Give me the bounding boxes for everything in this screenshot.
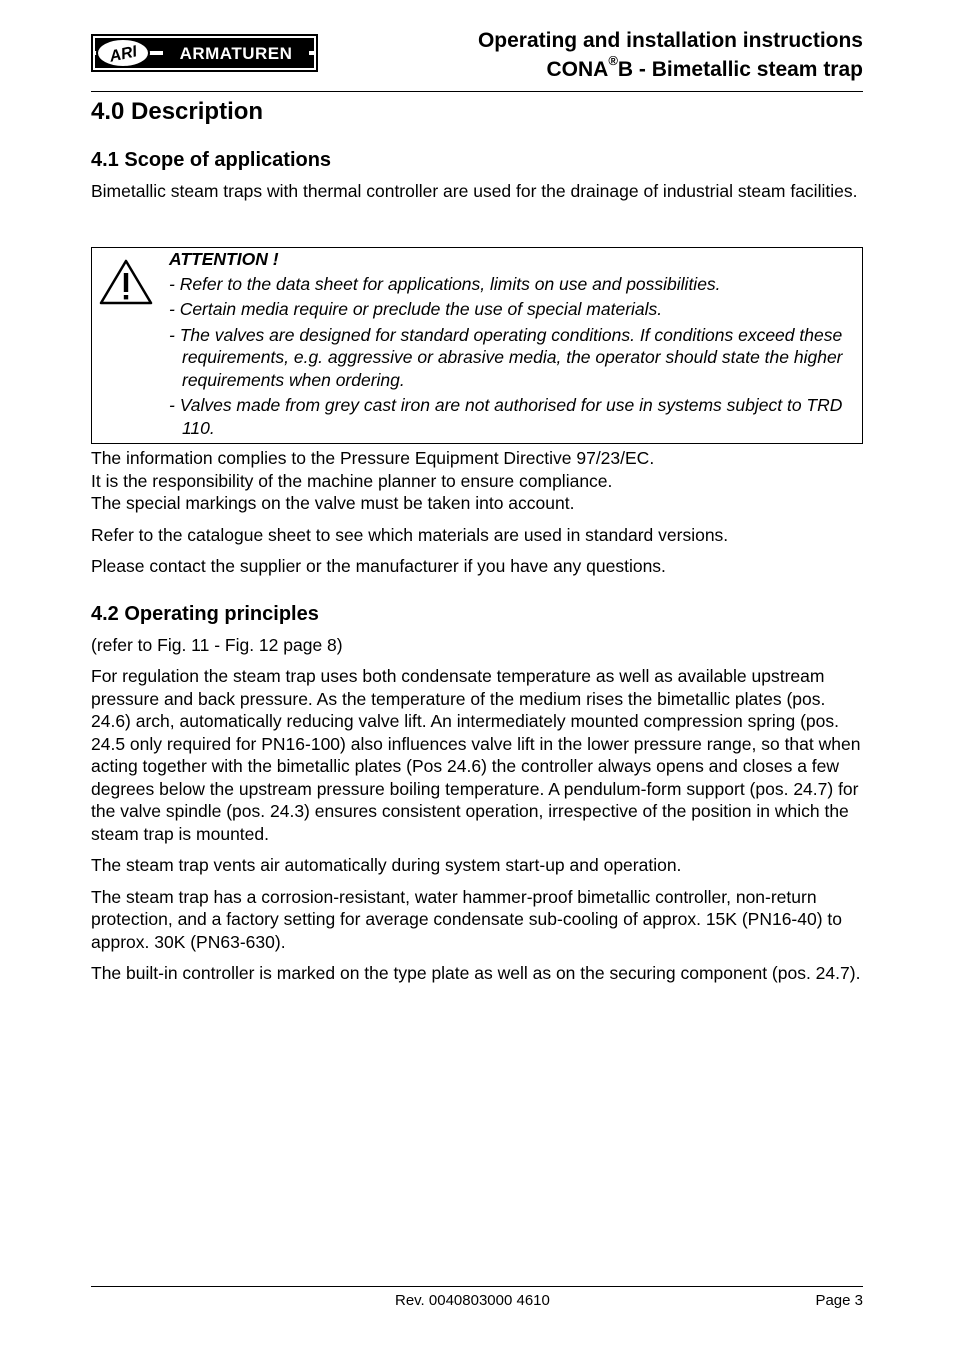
operating-paragraph: The steam trap vents air automatically during system start-up and operation. (91, 855, 682, 875)
compliance-block (91, 447, 863, 515)
page-content (91, 97, 863, 994)
footer-divider (91, 1286, 863, 1287)
attention-item: - Valves made from grey cast iron are not authorised for use in systems subject to TRD 110. (169, 395, 843, 438)
scope-heading: 4.1 Scope of applications (91, 149, 332, 171)
compliance-line: The special markings on the valve must be taken into account. (91, 493, 575, 513)
warning-triangle-icon (98, 258, 154, 306)
page-number: Page 3 (815, 1292, 863, 1309)
title-line-1: Operating and installation instructions (477, 29, 863, 52)
title-product-suffix: B - Bimetallic steam trap (617, 58, 863, 81)
attention-box (91, 247, 863, 445)
contact-note: Please contact the supplier or the manufacturer if you have any questions. (91, 556, 666, 576)
svg-text:ARI: ARI (108, 43, 139, 66)
operating-paragraph: The steam trap has a corrosion-resistant, water hammer-proof bimetallic controller, non-return protection, and a factory setting for average condensate sub-cooling of approx. 15K (PN16-40) to approx. 30K (PN63-630). (91, 886, 843, 952)
revision-number: Rev. 0040803000 4610 (395, 1292, 550, 1309)
attention-item: - Certain media require or preclude the use of special materials. (169, 299, 663, 319)
logo-icon (91, 34, 318, 72)
title-product: CONA (546, 58, 609, 81)
catalogue-note: Refer to the catalogue sheet to see which materials are used in standard versions. (91, 524, 729, 545)
attention-title: ATTENTION ! (169, 248, 279, 269)
registered-mark: ® (608, 53, 618, 68)
operating-heading: 4.2 Operating principles (91, 602, 319, 625)
figure-reference: (refer to Fig. 11 - Fig. 12 page 8) (91, 634, 343, 655)
operating-paragraph: The built-in controller is marked on the type plate as well as on the securing component (pos. 24.7). (91, 963, 861, 983)
compliance-line: The information complies to the Pressure Equipment Directive 97/23/EC. (91, 448, 655, 468)
section-heading: 4.0 Description (91, 98, 264, 125)
operating-paragraph: For regulation the steam trap uses both condensate temperature as well as available upstream pressure and back pressure. As the temperature of the medium rises the bimetallic plates (pos. 24.6) arch, automatically reducing valve lift. An intermediately mounted compression spring (pos. 24.5 only required for PN16-100) also influences valve lift in the lower pressure range, so that when acting together with the bimetallic plates (Pos 24.6) the controller always opens and closes a few degrees below the upstream pressure boiling temperature. A pendulum-form support (pos. 24.7) for the valve spindle (pos. 24.3) ensures consistent operation, irrespective of the position in which the steam trap is mounted. (91, 666, 861, 844)
attention-item: - The valves are designed for standard operating conditions. If conditions exceed these requirements, e.g. aggressive or abrasive media, the operator should state the higher requirements when ordering. (169, 324, 843, 390)
svg-text:ARMATUREN: ARMATUREN (179, 44, 293, 63)
header-divider (91, 91, 863, 92)
scope-intro: Bimetallic steam traps with thermal controller are used for the drainage of industrial steam facilities. (91, 181, 858, 201)
ari-armaturen-logo (91, 34, 318, 72)
document-title (478, 26, 863, 84)
compliance-line: It is the responsibility of the machine planner to ensure compliance. (91, 470, 613, 491)
attention-item: - Refer to the data sheet for applications, limits on use and possibilities. (169, 273, 721, 294)
title-line-2 (478, 55, 863, 84)
